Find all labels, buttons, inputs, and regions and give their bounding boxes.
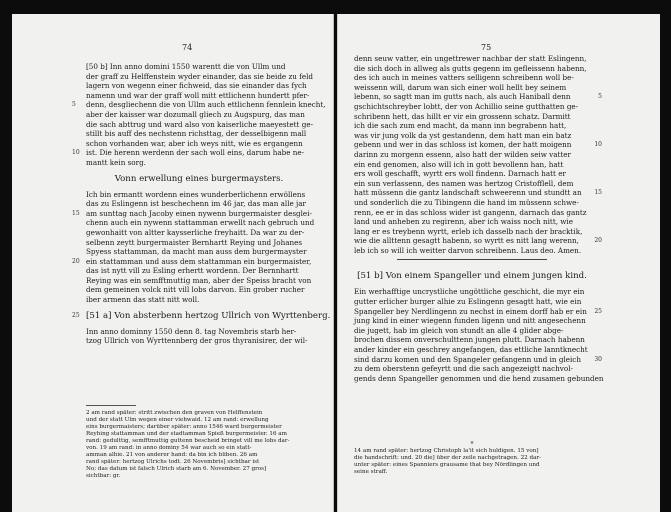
text-line <box>86 327 312 337</box>
footnote-line: 14 am rand später: hertzog Christoph la'it sich huldigen. 15 von] <box>354 448 539 454</box>
text-line <box>86 81 312 91</box>
text-line-content: Reying was ein semfftmuttig man, aber der Speiss bracht von <box>86 275 312 285</box>
page-body <box>72 62 331 346</box>
text-line-content: die jugett, hab im gleich von stundt an alle 4 glider abge- <box>354 325 564 335</box>
text-line <box>354 354 602 365</box>
footnote-rule <box>86 405 136 406</box>
margin-line-number: 5 <box>598 93 602 101</box>
footnote-line: amman alhie. 21 von anderer hand: da bin ich bliben. 26 am <box>86 452 258 458</box>
text-line <box>354 160 590 170</box>
text-line-content: was vir jung volk da yst gestandenn, dem hatt man ein batz <box>354 130 572 140</box>
text-line-content: zu dem oberstenn gefeyrtt und die sach angezeigtt nachvol- <box>354 364 573 374</box>
text-line-content: jung kind in einer wiegenn funden ligenn und nitt angesechenn <box>354 316 586 326</box>
paragraph <box>354 54 602 255</box>
margin-line-number: 20 <box>72 257 80 265</box>
text-line <box>354 326 590 336</box>
text-line <box>86 295 312 305</box>
text-line-content: iber armenn das statt nitt woll. <box>86 295 200 305</box>
margin-line-number: 25 <box>72 311 80 319</box>
text-line-content: leb ich so will ich weitter darvon schreibenn. Laus deo. Amen. <box>354 245 582 255</box>
margin-line-number: 5 <box>72 101 76 109</box>
text-line <box>354 246 590 256</box>
text-line-content: ein sun verlassenn, des namen was hertzog Cristofflell, dem <box>354 178 574 188</box>
text-line <box>354 150 590 160</box>
text-line-content: schribenn hett, das hillt er vir ein grossenn schatz. Darmitt <box>354 111 571 121</box>
text-line-content: ist. Die herenn werdenn der sach woll eins, darum habe ne- <box>86 148 305 158</box>
text-line-content: dem gemeinen volck nitt vill lobs darvon. Ein grober rucher <box>86 285 305 295</box>
page-number: 74 <box>182 43 193 52</box>
text-line <box>72 208 312 219</box>
footnotes <box>354 441 590 476</box>
footnote-line: Reyhing stattamman und der stadtamman Spieß burgermeister. 16 am <box>86 431 287 437</box>
text-line-content: Ich bin ermantt wordenn eines wunderberlichenn erwöllens <box>86 189 306 199</box>
text-line-content: des ich auch in meines vatters selligenn schreibenn woll be- <box>354 73 574 83</box>
text-line <box>354 169 590 179</box>
paragraph <box>72 189 315 305</box>
text-line <box>86 158 312 168</box>
footnote-line: seine straff. <box>354 469 388 475</box>
text-line-content: gutter erlicher burger alhie zu Eslingenn gesagtt hatt, wie ein <box>354 297 582 307</box>
text-line-content: Inn anno dominny 1550 denn 8. tag Novembris starb her- <box>86 326 297 336</box>
margin-line-number: 15 <box>72 209 80 217</box>
text-line <box>354 217 590 227</box>
text-line-content: und sonderlich die zu Tibingenn die hand im müssenn schwe- <box>354 197 579 207</box>
footnote-line: und der statt Ulm wegen einer viehwaid. 12 am rand: erwellung <box>86 417 269 423</box>
text-line-content: lagern von wegenn einer fichweid, das sie einander das fych <box>86 81 307 91</box>
text-line-content: weissenn will, darum wan sich einer woll hellt bey seinem <box>354 82 567 92</box>
text-line-content: die sach abttrug und ward also von kaiserliche maeyestett ge- <box>86 119 314 129</box>
footnote-line: rand später: hertzog Ulrichs todt. 26 Novembris] sichtbar ist <box>86 459 260 465</box>
paragraph <box>86 327 312 346</box>
text-line-content: land und anheben zu regirenn, aber ich waiss noch nitt, wie <box>354 217 573 227</box>
text-line-content: denn seuw vatter, ein ungettrewer nachbar der statt Eslingenn, <box>354 54 587 63</box>
paragraph <box>354 287 604 383</box>
text-line <box>86 129 312 139</box>
text-line <box>86 247 312 257</box>
text-line-content: denn, desgliechenn die von Ullm auch ettlichenn fennlein knecht, <box>86 100 326 110</box>
text-line-content: lang er es treybenn wyrtt, erleb ich dasselb nach der bracktik, <box>354 226 583 236</box>
text-line-content: [50 b] Inn anno domini 1550 warentt die von Ullm und <box>86 62 286 71</box>
text-line-content: am sunttag nach Jacoby einen nywenn burgermaister desglei- <box>86 208 312 218</box>
text-line-content: das ist nytt vill zu Esling erhertt wordenn. Der Bernnhartt <box>86 266 299 276</box>
text-line-content: ein end genomen, also will ich in gott bevollenn han, hatt <box>354 159 564 169</box>
margin-line-number: 10 <box>594 141 602 149</box>
text-line <box>354 345 590 355</box>
text-line-content: selbenn zeytt burgermaister Bernhartt Reying und Johanes <box>86 237 303 247</box>
text-line <box>354 316 590 326</box>
paragraph <box>72 62 326 168</box>
section-heading: [51 b] Von einem Spangeller und einem jungen kind. <box>357 271 587 282</box>
text-line <box>86 266 312 276</box>
text-line-content: ein stattamman und auss dem stattamman ein burgermaister, <box>86 256 312 266</box>
section-heading-text: [51 a] Von absterbenn hertzog Ullrich von Wyrttenberg. <box>86 310 331 321</box>
text-line-content: stillt bis auff des nechstenn richsttag, der desselbigenn mall <box>86 129 307 139</box>
text-line <box>354 306 602 317</box>
text-line <box>354 335 590 345</box>
text-line-content: Spangeller bey Nerdlingenn zu nechst in einem dorff hab er ein <box>354 306 587 316</box>
right-page <box>337 14 660 512</box>
text-line-content: gebenn und wer in das schloss ist komen, der hatt moigenn <box>354 140 572 150</box>
text-line <box>354 179 590 189</box>
text-line <box>86 199 312 209</box>
text-line <box>354 121 590 131</box>
text-line-content: lebenn, so sagtt man im gutts nach, als auch Haniball denn <box>354 92 571 102</box>
text-line <box>86 110 312 120</box>
text-line-content: sind darzu komen und den Spangeler gefangenn und in gleich <box>354 354 581 364</box>
page-number: 75 <box>481 43 492 52</box>
footnote-lines <box>354 448 590 476</box>
text-line-content: gschichtschreyber lobtt, der von Achillio seine gutthatten ge- <box>354 101 579 111</box>
footnote-lines <box>86 410 312 480</box>
text-line-content: mantt kein sorg. <box>86 157 146 167</box>
text-line-content: tzog Ullrich von Wyrttennberg der gros thyranisirer, der wil- <box>86 336 308 346</box>
text-line <box>72 100 326 110</box>
footnote-line: von. 19 am rand: in anno dominy 54 war auch so ein statt- <box>86 445 252 451</box>
text-line-content: Spyess stattamman, da macht man auss dem burgermayster <box>86 247 307 257</box>
page-body <box>354 54 604 383</box>
text-line <box>86 190 312 200</box>
text-line <box>86 91 312 101</box>
margin-line-number: 15 <box>594 189 602 197</box>
text-line <box>354 92 602 102</box>
left-page <box>12 14 334 512</box>
text-line <box>354 297 590 307</box>
text-line-content: gends denn Spangeller genommen und die hend zusamen gebunden <box>354 373 604 383</box>
text-line <box>354 373 604 384</box>
text-line <box>72 148 312 158</box>
footnote-line: No; das datum ist falsch Ulrich starb am 6. November. 27 gros] <box>86 466 267 472</box>
footnote-line: die handschrift: und. 20 die] über der zeile nachgetragen. 22 dar- <box>354 455 541 461</box>
text-line <box>86 238 312 248</box>
text-line <box>354 54 590 64</box>
text-line-content: ich die sach zum end macht, da mann inn begrabenn hatt, <box>354 121 567 131</box>
footnote-line: eins burgermaisters; darüber später: anno 1546 ward burgermeister <box>86 424 282 430</box>
text-line <box>354 287 590 297</box>
text-line <box>86 120 312 130</box>
margin-line-number: 30 <box>594 355 602 363</box>
text-line-content: namenn und war der graff woll mitt ettlichenn hundertt pfer- <box>86 90 310 100</box>
margin-line-number: 10 <box>72 149 80 157</box>
text-line <box>72 256 312 267</box>
footnotes <box>86 403 312 480</box>
footnote-star: * <box>470 441 474 448</box>
text-line <box>86 276 312 286</box>
margin-line-number: 25 <box>594 307 602 315</box>
text-line <box>86 62 312 72</box>
text-line <box>354 208 590 218</box>
text-line <box>354 131 590 141</box>
text-line <box>354 73 590 83</box>
text-line-content: chenn auch ein nywenn stattamman erwellt nach gebruch und <box>86 218 315 228</box>
text-line <box>354 112 590 122</box>
text-line-content: hatt müssenn die gantz landschaft schweerenn und stundtt an <box>354 188 582 198</box>
text-line <box>86 72 312 82</box>
text-line <box>86 285 312 295</box>
section-heading: Vonn erwellung eines burgermaysters. <box>114 173 284 184</box>
text-line <box>354 64 590 74</box>
text-line <box>354 198 590 208</box>
text-line <box>354 102 590 112</box>
footnote-line: unter später: eines Spanniers grausame that bey Nördlingen und <box>354 462 540 468</box>
text-line <box>354 83 590 93</box>
text-line-content: Ein werhafftige uncrystliche ungöttliche geschicht, die myr ein <box>354 287 585 297</box>
text-line-content: ander kinder ein geschrey angefangen, das ettliche lanntknecht <box>354 345 588 355</box>
footnote-line: 2 am rand später: stritt zwischen den graven von Helffenstein <box>86 410 263 416</box>
text-line <box>86 139 312 149</box>
margin-line-number: 20 <box>594 237 602 245</box>
text-line-content: die sich doch in allweg als gutts gegenn im gefleissenn habenn, <box>354 63 587 73</box>
footnote-line: rand: gedulttig, semfftmuttig guttenn bescheid bringet vill me lobs dar- <box>86 438 290 444</box>
text-line-content: schon vorhanden war, aber ich weys nitt, wie es ergangenn <box>86 138 303 148</box>
footnote-line: sichtbar: gr. <box>86 473 121 479</box>
text-line-content: darinn zu morgenn essenn, also hatt der wilden seiw vatter <box>354 149 571 159</box>
text-line-content: das zu Eslingenn ist beschechenn im 46 jar, das man alle jar <box>86 199 306 209</box>
text-line <box>86 228 312 238</box>
text-line-content: brochen dissem onverschulttenn jungen plutt. Darnach habenn <box>354 335 585 345</box>
text-line <box>354 227 590 237</box>
text-line-content: aber der kaisser war dozumall gliech zu Augspurg, das man <box>86 109 305 119</box>
text-line-content: gewonhaitt von altter kaysserliche freyhaitt. Da war zu der- <box>86 227 305 237</box>
text-line <box>354 236 602 246</box>
text-line-content: wie die allttenn gesagtt habenn, so wyrtt es nitt lang werenn, <box>354 236 579 246</box>
section-heading <box>72 305 331 327</box>
text-line <box>354 188 602 198</box>
text-line-content: ers woll geschafft, wyrtt ers woll findenn. Darnach hatt er <box>354 169 566 179</box>
text-line <box>86 336 312 346</box>
section-divider <box>397 259 547 260</box>
text-line-content: renn, ee er in das schloss wider ist gangenn, darnach das gantz <box>354 207 587 217</box>
text-line <box>354 364 590 374</box>
text-line-content: der graff zu Helffenstein wyder einander, das sie beide zu feld <box>86 71 313 81</box>
text-line <box>354 140 602 150</box>
text-line <box>86 218 315 228</box>
